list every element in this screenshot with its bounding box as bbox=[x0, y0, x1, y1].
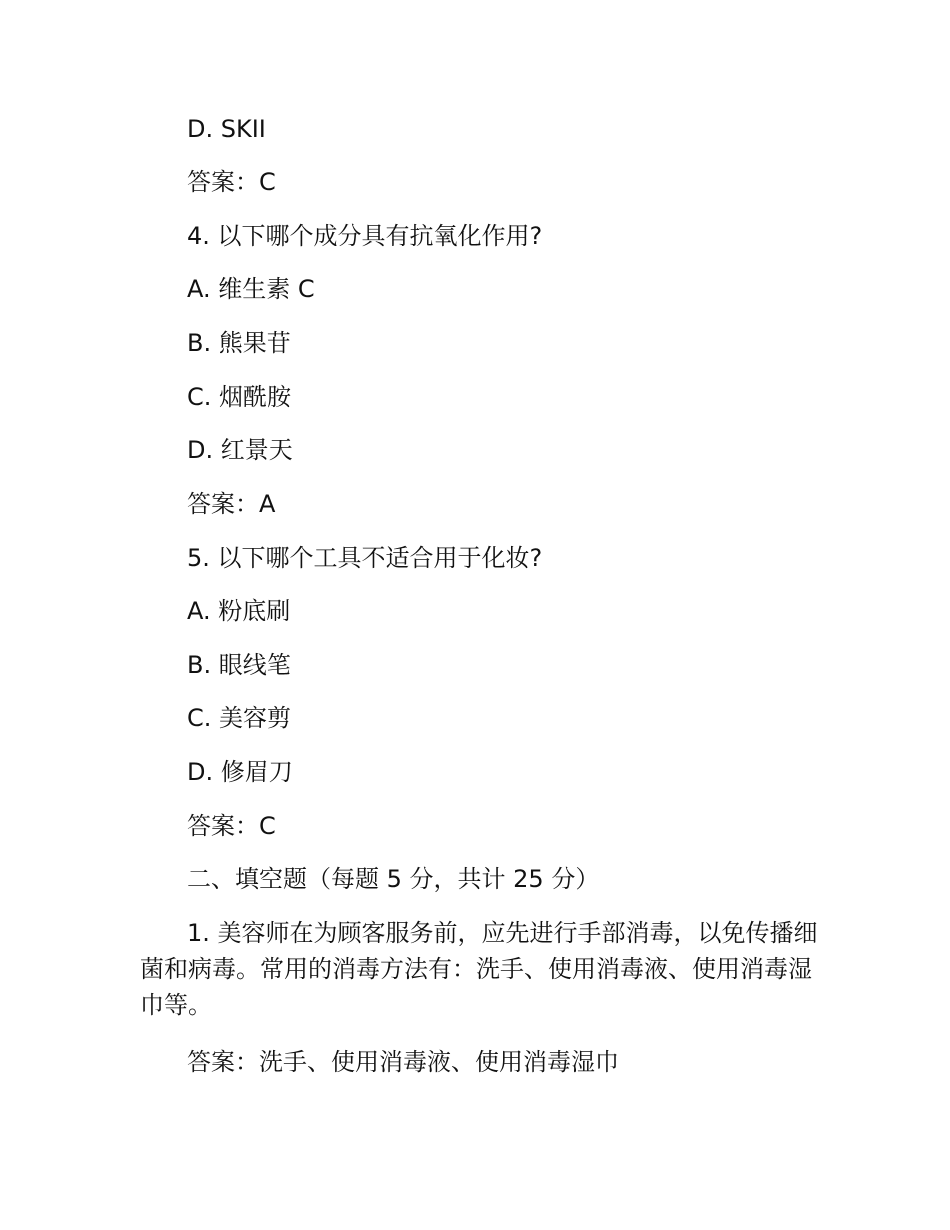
option-d-q4: D. 红景天 bbox=[187, 436, 293, 464]
section-heading-fill-in: 二、填空题（每题 5 分，共计 25 分） bbox=[187, 865, 600, 893]
answer-q3: 答案：C bbox=[187, 168, 276, 196]
answer-q5: 答案：C bbox=[187, 812, 276, 840]
option-b-q4: B. 熊果苷 bbox=[187, 329, 291, 357]
fill-question-1: 1. 美容师在为顾客服务前，应先进行手部消毒，以免传播细菌和病毒。常用的消毒方法有：洗手、使用消毒液、使用消毒湿巾等。 bbox=[140, 919, 818, 1019]
option-d-q5: D. 修眉刀 bbox=[187, 758, 293, 786]
question-5: 5. 以下哪个工具不适合用于化妆? bbox=[187, 544, 543, 572]
option-b-q5: B. 眼线笔 bbox=[187, 651, 291, 679]
fill-answer-1: 答案：洗手、使用消毒液、使用消毒湿巾 bbox=[187, 1048, 619, 1076]
option-d-q3: D. SKII bbox=[187, 115, 266, 143]
option-c-q5: C. 美容剪 bbox=[187, 704, 292, 732]
question-4: 4. 以下哪个成分具有抗氧化作用? bbox=[187, 222, 543, 250]
answer-q4: 答案：A bbox=[187, 490, 276, 518]
option-a-q4: A. 维生素 C bbox=[187, 275, 315, 303]
option-a-q5: A. 粉底刷 bbox=[187, 597, 291, 625]
option-c-q4: C. 烟酰胺 bbox=[187, 383, 292, 411]
